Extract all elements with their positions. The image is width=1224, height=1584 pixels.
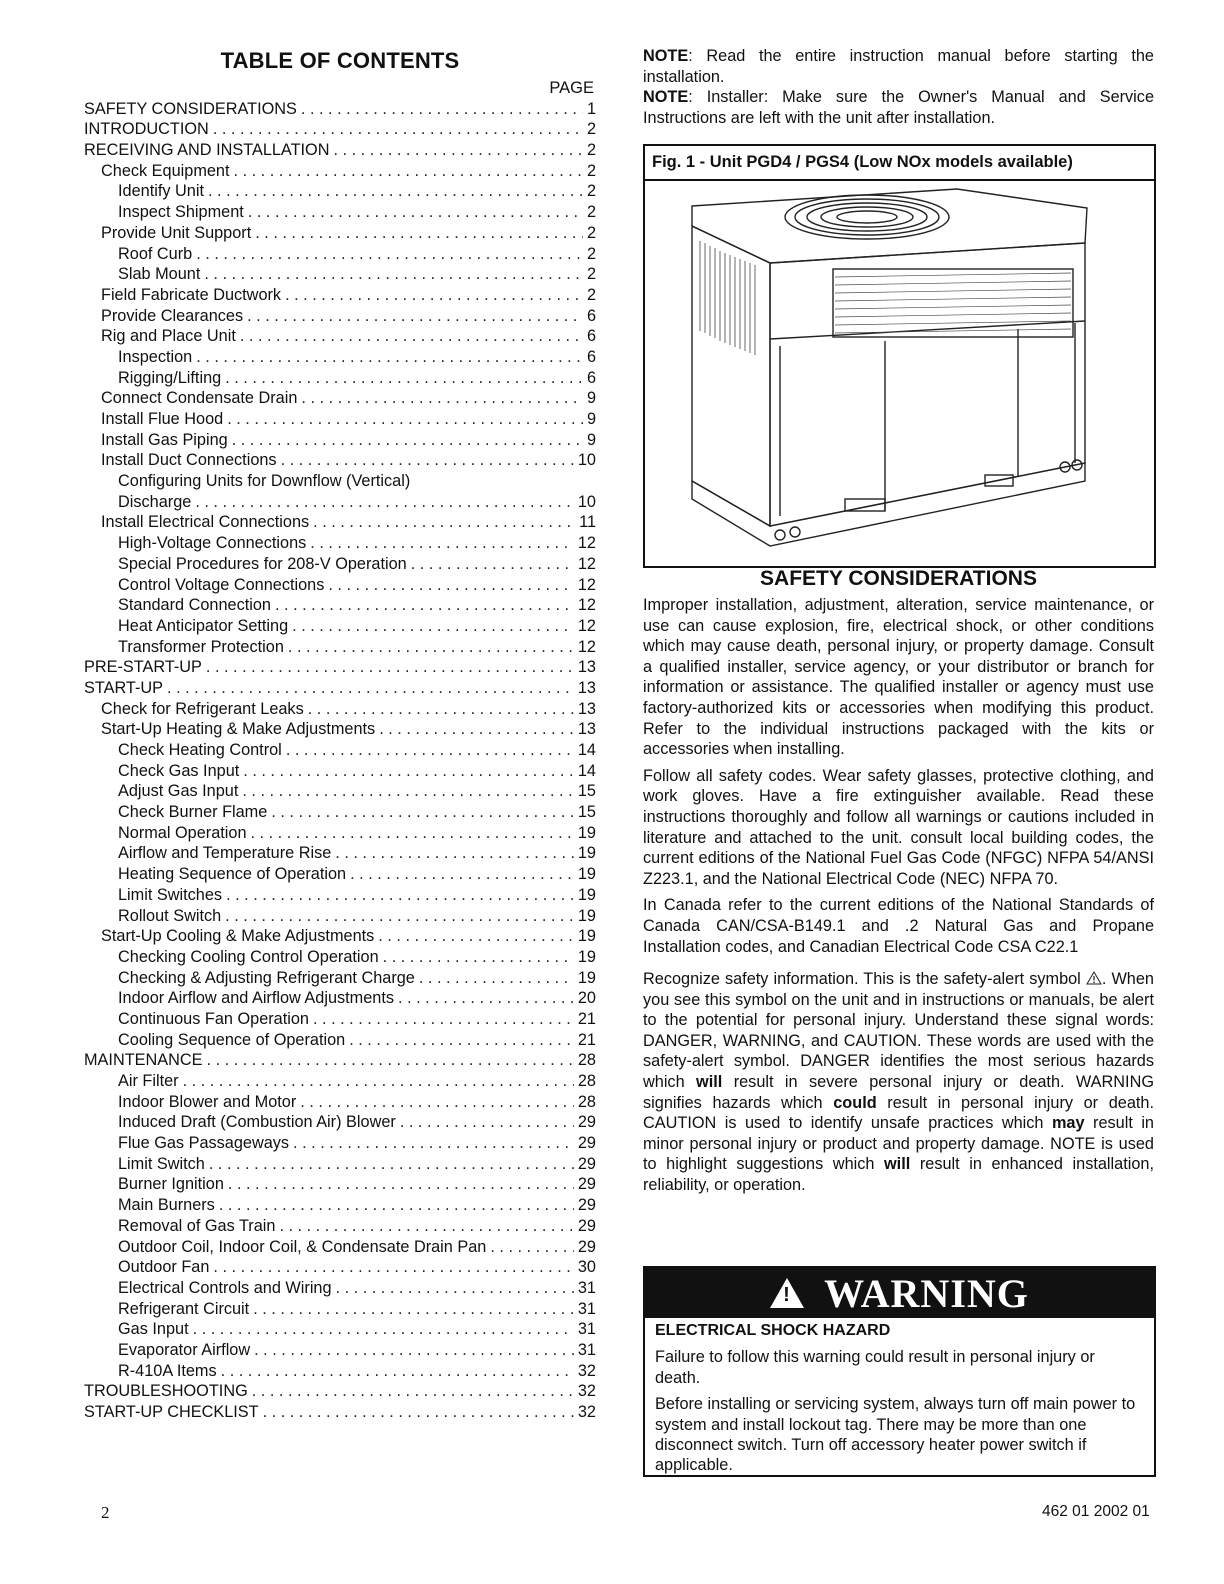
- toc-entry-page: 12: [577, 596, 596, 615]
- toc-leader-dots: [349, 1030, 574, 1051]
- toc-page-header: PAGE: [549, 79, 594, 97]
- toc-entry-page: 6: [586, 306, 596, 325]
- toc-leader-dots: [379, 719, 574, 740]
- toc-entry-page: 31: [577, 1320, 596, 1339]
- toc-leader-dots: [383, 947, 574, 968]
- toc-entry-page: 19: [577, 906, 596, 925]
- toc-entry-label: Check Gas Input: [118, 761, 240, 780]
- toc-entry-label: Rigging/Lifting: [118, 368, 222, 387]
- toc-leader-dots: [247, 306, 583, 327]
- toc-leader-dots: [285, 285, 583, 306]
- toc-leader-dots: [253, 1299, 574, 1320]
- toc-entry-page: 29: [577, 1134, 596, 1153]
- toc-entry: [84, 926, 596, 947]
- toc-entry: [84, 864, 596, 885]
- toc-entry-page: 32: [577, 1361, 596, 1380]
- toc-leader-dots: [167, 678, 574, 699]
- toc-leader-dots: [227, 409, 583, 430]
- toc-entry: [84, 781, 596, 802]
- toc-leader-dots: [301, 388, 583, 409]
- toc-leader-dots: [251, 823, 574, 844]
- toc-entry-page: 13: [577, 720, 596, 739]
- toc-entry: [84, 678, 596, 699]
- toc-leader-dots: [225, 906, 574, 927]
- toc-entry-label: PRE-START-UP: [84, 658, 202, 677]
- toc-leader-dots: [288, 637, 574, 658]
- toc-entry-page: 9: [586, 430, 596, 449]
- toc-entry-page: 13: [577, 678, 596, 697]
- toc-entry-label: Rollout Switch: [118, 906, 222, 925]
- toc-entry-page: 2: [586, 120, 596, 139]
- toc-entry-page: 28: [577, 1092, 596, 1111]
- toc-leader-dots: [310, 533, 574, 554]
- toc-leader-dots: [308, 699, 574, 720]
- toc-entry-label: Limit Switches: [118, 885, 223, 904]
- toc-entry-label: Check Heating Control: [118, 741, 282, 759]
- toc-leader-dots: [240, 326, 583, 347]
- figure-1: [643, 144, 1156, 568]
- toc-entry-label: Burner Ignition: [118, 1175, 224, 1194]
- toc-entry: [84, 430, 596, 451]
- toc-entry-label: Indoor Blower and Motor: [118, 1092, 297, 1111]
- toc-leader-dots: [333, 140, 582, 161]
- toc-entry-label: Install Flue Hood: [101, 410, 224, 428]
- toc-entry: [84, 1154, 596, 1175]
- warning-text: Failure to follow this warning could result in personal injury or death.: [655, 1348, 1095, 1387]
- toc-entry-page: 15: [577, 782, 596, 801]
- toc-leader-dots: [248, 202, 583, 223]
- toc-entry: [84, 119, 596, 140]
- toc-leader-dots: [301, 99, 583, 120]
- toc-entry-page: 2: [586, 285, 596, 304]
- toc-entry-page: 32: [577, 1382, 596, 1401]
- toc-leader-dots: [196, 347, 583, 368]
- toc-entry-page: 19: [577, 968, 596, 987]
- note-text: : Read the entire instruction manual before starting the installation.: [643, 47, 1154, 86]
- toc-entry-label: Checking & Adjusting Refrigerant Charge: [118, 968, 415, 987]
- toc-leader-dots: [255, 223, 583, 244]
- toc-entry: [84, 533, 596, 554]
- toc-entry: [84, 616, 596, 637]
- toc-entry-page: 19: [577, 844, 596, 863]
- warning-content: [645, 1318, 1154, 1476]
- toc-entry: [84, 843, 596, 864]
- toc-entry-page: 2: [586, 223, 596, 242]
- toc-entry: [84, 1133, 596, 1154]
- toc-leader-dots: [213, 119, 583, 140]
- toc-entry-label: Control Voltage Connections: [118, 575, 325, 594]
- toc-entry: [84, 99, 596, 120]
- toc-entry-label: TROUBLESHOOTING: [84, 1382, 248, 1401]
- toc-entry-page: 11: [579, 513, 596, 532]
- toc-entry-page: 28: [577, 1072, 596, 1090]
- toc-entry-page: 15: [577, 803, 596, 822]
- toc-leader-dots: [254, 1340, 574, 1361]
- toc-entry-page: 12: [577, 616, 596, 635]
- toc-leader-dots: [263, 1402, 574, 1423]
- toc-entry: [84, 1381, 596, 1402]
- toc-list: [84, 99, 596, 1423]
- toc-entry: [84, 368, 596, 389]
- toc-entry-page: 21: [577, 1030, 596, 1049]
- toc-entry-page: 29: [577, 1216, 596, 1235]
- toc-entry: [84, 202, 596, 223]
- toc-leader-dots: [252, 1381, 574, 1402]
- toc-entry: [84, 264, 596, 285]
- figure-caption: Fig. 1 - Unit PGD4 / PGS4 (Low NOx models available): [645, 146, 1154, 181]
- toc-entry-label: Main Burners: [118, 1196, 215, 1215]
- toc-entry: [84, 1361, 596, 1382]
- toc-entry-label: Rig and Place Unit: [101, 327, 236, 346]
- toc-entry-label: Outdoor Coil, Indoor Coil, & Condensate Drain Pan: [118, 1237, 487, 1256]
- toc-entry: [84, 885, 596, 906]
- toc-entry: [84, 492, 596, 513]
- toc-entry: [84, 968, 596, 989]
- toc-leader-dots: [183, 1071, 574, 1092]
- toc-entry-page: 29: [577, 1154, 596, 1173]
- toc-entry-page: 19: [577, 947, 596, 966]
- toc-leader-dots: [226, 885, 574, 906]
- toc-entry-page: 6: [586, 327, 596, 346]
- toc-entry-label: Removal of Gas Train: [118, 1216, 276, 1235]
- toc-entry-label: Inspection: [118, 347, 193, 366]
- note-read-manual: [643, 46, 1154, 87]
- toc-entry-label: Evaporator Airflow: [118, 1340, 251, 1359]
- toc-entry-page: 31: [577, 1340, 596, 1359]
- toc-leader-dots: [350, 864, 574, 885]
- toc-entry: [84, 1278, 596, 1299]
- toc-leader-dots: [232, 430, 583, 451]
- toc-entry: [84, 306, 596, 327]
- toc-entry-page: 19: [577, 927, 596, 946]
- toc-entry-page: 2: [586, 182, 596, 201]
- toc-entry: [84, 1402, 596, 1423]
- toc-entry-page: 21: [577, 1009, 596, 1028]
- toc-entry: [84, 181, 596, 202]
- toc-entry-label: Check Equipment: [101, 161, 230, 180]
- toc-entry: [84, 285, 596, 306]
- toc-entry-page: 12: [577, 637, 596, 656]
- warning-box: [643, 1266, 1156, 1477]
- toc-entry: [84, 388, 596, 409]
- toc-entry: [84, 409, 596, 430]
- toc-entry-label: Airflow and Temperature Rise: [118, 844, 332, 863]
- toc-entry-page: 9: [586, 410, 596, 428]
- toc-leader-dots: [193, 1319, 574, 1340]
- toc-entry-label: Heat Anticipator Setting: [118, 616, 289, 635]
- table-of-contents: [84, 48, 596, 1423]
- toc-entry-label: Cooling Sequence of Operation: [118, 1030, 346, 1049]
- toc-entry-label: INTRODUCTION: [84, 120, 209, 139]
- safety-paragraph: Follow all safety codes. Wear safety glasses, protective clothing, and work gloves. Have a fire extinguisher available. Read these instructions thoroughly and follow all warnings or cautions included in literature and attached to the unit. consult local building codes, the current editions of the National Fuel Gas Code (NFGC) NFPA 54/ANSI Z223.1, and the National Electrical Code (NEC) NFPA 70.: [643, 766, 1154, 888]
- toc-leader-dots: [204, 264, 583, 285]
- toc-leader-dots: [228, 1174, 574, 1195]
- toc-leader-dots: [242, 781, 574, 802]
- toc-entry: [84, 595, 596, 616]
- toc-entry-label: Install Duct Connections: [101, 451, 277, 470]
- unit-illustration: [645, 181, 1154, 566]
- toc-entry: [84, 1195, 596, 1216]
- toc-entry-page: 19: [577, 885, 596, 904]
- toc-entry-label: Limit Switch: [118, 1154, 205, 1173]
- toc-entry: [84, 1319, 596, 1340]
- toc-entry-label: Install Electrical Connections: [101, 513, 310, 532]
- toc-entry: [84, 802, 596, 823]
- safety-paragraph-signal-words: Recognize safety information. This is the safety-alert symbol . When you see this symbol on the unit and in instructions or manuals, be alert to the potential for personal injury. Understand these signal words: DANGER, WARNING, and CAUTION. These words are used with the safety-alert symbol. DANGER identifies the most serious hazards which will result in severe personal injury or death. WARNING signifies hazards which could result in personal injury or death. CAUTION is used to identify unsafe practices which may result in minor personal injury or product and property damage. NOTE is used to highlight suggestions which will result in enhanced installation, reliability, or operation.: [643, 970, 1155, 1195]
- toc-entry-page: 19: [577, 865, 596, 884]
- toc-leader-dots: [207, 1050, 574, 1071]
- toc-leader-dots: [313, 512, 575, 533]
- toc-entry: [84, 1340, 596, 1361]
- toc-entry-label: Start-Up Heating & Make Adjustments: [101, 720, 376, 739]
- toc-entry: [84, 1257, 596, 1278]
- toc-entry-label: START-UP: [84, 678, 164, 697]
- toc-entry-label: Adjust Gas Input: [118, 782, 239, 801]
- toc-leader-dots: [195, 492, 574, 513]
- toc-entry: [84, 512, 596, 533]
- toc-leader-dots: [221, 1361, 574, 1382]
- warning-symbol: !: [783, 1284, 790, 1306]
- toc-entry: [84, 471, 596, 492]
- toc-entry-page: 14: [577, 741, 596, 759]
- toc-entry-label: SAFETY CONSIDERATIONS: [84, 99, 297, 118]
- toc-leader-dots: [490, 1237, 574, 1258]
- toc-entry: [84, 1112, 596, 1133]
- toc-entry-label: Provide Clearances: [101, 306, 244, 325]
- toc-leader-dots: [378, 926, 574, 947]
- toc-entry: [84, 823, 596, 844]
- toc-entry-page: 12: [577, 554, 596, 573]
- toc-leader-dots: [293, 1133, 574, 1154]
- toc-entry-label: Install Gas Piping: [101, 430, 228, 449]
- toc-leader-dots: [225, 368, 583, 389]
- toc-entry-page: 2: [586, 203, 596, 222]
- notes-section: [643, 46, 1154, 128]
- toc-entry-page: 29: [577, 1237, 596, 1256]
- toc-entry: [84, 1030, 596, 1051]
- toc-entry: [84, 657, 596, 678]
- toc-leader-dots: [219, 1195, 574, 1216]
- toc-entry-label: Checking Cooling Control Operation: [118, 947, 379, 966]
- toc-entry-page: 14: [577, 761, 596, 780]
- toc-entry-page: 29: [577, 1175, 596, 1194]
- toc-leader-dots: [400, 1112, 574, 1133]
- toc-leader-dots: [411, 554, 574, 575]
- toc-entry-label: Check Burner Flame: [118, 803, 268, 822]
- note-text: : Installer: Make sure the Owner's Manual and Service Instructions are left with the unit after installation.: [643, 88, 1154, 127]
- toc-entry: [84, 719, 596, 740]
- toc-entry: [84, 554, 596, 575]
- toc-entry-label: Slab Mount: [118, 265, 201, 284]
- safety-paragraph: In Canada refer to the current editions of the National Standards of Canada CAN/CSA-B149.1 and .2 Natural Gas and Propane Installation codes, and Canadian Electrical Code CSA C22.1: [643, 896, 1154, 956]
- toc-entry-label: Start-Up Cooling & Make Adjustments: [101, 927, 375, 946]
- toc-leader-dots: [335, 843, 574, 864]
- toc-entry: [84, 906, 596, 927]
- toc-entry-page: 6: [586, 368, 596, 387]
- toc-entry-label: Check for Refrigerant Leaks: [101, 699, 304, 718]
- toc-entry: [84, 161, 596, 182]
- toc-entry-label: Normal Operation: [118, 823, 247, 842]
- note-lead: NOTE: [643, 88, 689, 107]
- toc-entry: [84, 1071, 596, 1092]
- toc-entry-label: Refrigerant Circuit: [118, 1299, 250, 1318]
- toc-entry-label: Field Fabricate Ductwork: [101, 285, 282, 304]
- toc-leader-dots: [279, 1216, 573, 1237]
- toc-entry-page: 31: [577, 1299, 596, 1318]
- safety-body: [643, 595, 1154, 1202]
- toc-entry-label: Inspect Shipment: [118, 203, 244, 222]
- toc-entry-page: 20: [577, 989, 596, 1008]
- toc-entry: [84, 637, 596, 658]
- toc-entry: [84, 947, 596, 968]
- toc-leader-dots: [286, 740, 574, 761]
- toc-entry-label: START-UP CHECKLIST: [84, 1403, 259, 1421]
- toc-entry: [84, 1237, 596, 1258]
- toc-entry-page: 13: [577, 699, 596, 718]
- toc-leader-dots: [213, 1257, 573, 1278]
- toc-entry-page: 12: [577, 575, 596, 594]
- warning-hazard: ELECTRICAL SHOCK HAZARD: [655, 1322, 891, 1339]
- toc-entry-page: 29: [577, 1113, 596, 1132]
- toc-leader-dots: [243, 761, 574, 782]
- toc-title: TABLE OF CONTENTS: [220, 48, 460, 73]
- toc-entry-label: High-Voltage Connections: [118, 534, 307, 553]
- toc-leader-dots: [209, 1154, 574, 1175]
- warning-triangle-icon: [770, 1278, 804, 1308]
- toc-entry: [84, 1174, 596, 1195]
- toc-entry: [84, 1009, 596, 1030]
- toc-entry-label: Induced Draft (Combustion Air) Blower: [118, 1113, 396, 1132]
- toc-leader-dots: [206, 657, 574, 678]
- toc-entry-page: 28: [577, 1051, 596, 1070]
- toc-entry-label: Heating Sequence of Operation: [118, 865, 347, 884]
- toc-entry-page: 10: [577, 451, 596, 470]
- toc-entry-label: Electrical Controls and Wiring: [118, 1278, 332, 1297]
- toc-entry-label: Roof Curb: [118, 244, 193, 263]
- toc-entry: [84, 1092, 596, 1113]
- toc-entry-label: Configuring Units for Downflow (Vertical): [118, 472, 411, 491]
- toc-entry-label: Standard Connection: [118, 596, 271, 615]
- safety-alert-icon: [1086, 971, 1102, 985]
- toc-entry-label: MAINTENANCE: [84, 1051, 203, 1070]
- toc-leader-dots: [196, 244, 583, 265]
- warning-text: Before installing or servicing system, always turn off main power to system and install lockout tag. There may be more than one disconnect switch. Turn off accessory heater power switch if applicable.: [655, 1395, 1136, 1475]
- toc-entry-page: 2: [586, 161, 596, 180]
- toc-entry-label: Connect Condensate Drain: [101, 389, 298, 408]
- toc-entry-label: Identify Unit: [118, 182, 204, 201]
- safety-title: SAFETY CONSIDERATIONS: [760, 567, 1037, 590]
- toc-entry-label: Air Filter: [118, 1072, 179, 1090]
- note-lead: NOTE: [643, 47, 689, 65]
- toc-entry-page: 19: [577, 823, 596, 842]
- toc-leader-dots: [328, 575, 574, 596]
- safety-paragraph: Improper installation, adjustment, alteration, service maintenance, or use can cause explosion, fire, electrical shock, or other conditions which may cause death, personal injury, or property damage. Consult a qualified installer, service agency, or your distributor or branch for information or assistance. The qualified installer or agency must use factory-authorized kits or accessories when modifying this product. Refer to the individual instructions packaged with the kits or accessories when installing.: [643, 596, 1154, 759]
- toc-entry-page: 1: [586, 99, 596, 118]
- toc-entry-label: Transformer Protection: [118, 637, 284, 656]
- warning-banner: [645, 1268, 1154, 1318]
- toc-entry-label: Discharge: [118, 492, 192, 511]
- toc-entry: [84, 140, 596, 161]
- toc-entry-label: Special Procedures for 208-V Operation: [118, 554, 407, 573]
- toc-entry-page: 2: [586, 244, 596, 263]
- toc-entry-page: 32: [577, 1403, 596, 1421]
- toc-entry-label: Flue Gas Passageways: [118, 1134, 290, 1153]
- toc-entry: [84, 761, 596, 782]
- toc-entry-label: Outdoor Fan: [118, 1258, 210, 1277]
- toc-leader-dots: [271, 802, 574, 823]
- toc-leader-dots: [281, 450, 574, 471]
- toc-entry-page: 31: [577, 1278, 596, 1297]
- toc-leader-dots: [419, 968, 574, 989]
- toc-entry-label: RECEIVING AND INSTALLATION: [84, 141, 330, 160]
- toc-entry: [84, 223, 596, 244]
- toc-entry-page: 29: [577, 1196, 596, 1215]
- page-number: 2: [101, 1503, 110, 1522]
- toc-entry: [84, 1050, 596, 1071]
- toc-entry-label: Gas Input: [118, 1320, 189, 1339]
- toc-entry: [84, 1216, 596, 1237]
- toc-entry-label: Indoor Airflow and Airflow Adjustments: [118, 989, 395, 1008]
- toc-entry-label: R-410A Items: [118, 1361, 217, 1380]
- toc-entry-page: 9: [586, 389, 596, 408]
- toc-entry-page: 2: [586, 141, 596, 160]
- toc-entry: [84, 347, 596, 368]
- toc-entry: [84, 1299, 596, 1320]
- toc-entry: [84, 244, 596, 265]
- toc-entry-page: 12: [577, 534, 596, 553]
- toc-entry-page: 6: [586, 347, 596, 366]
- toc-entry: [84, 740, 596, 761]
- toc-entry-page: 2: [586, 265, 596, 284]
- toc-leader-dots: [234, 161, 583, 182]
- toc-entry: [84, 988, 596, 1009]
- toc-leader-dots: [275, 595, 574, 616]
- warning-word: WARNING: [824, 1270, 1029, 1316]
- toc-leader-dots: [336, 1278, 574, 1299]
- toc-entry: [84, 450, 596, 471]
- toc-leader-dots: [313, 1009, 574, 1030]
- toc-entry-page: 10: [577, 492, 596, 511]
- toc-entry-page: 13: [577, 658, 596, 677]
- toc-entry-page: 30: [577, 1258, 596, 1277]
- document-number: 462 01 2002 01: [1042, 1503, 1150, 1520]
- toc-entry-label: Continuous Fan Operation: [118, 1009, 309, 1028]
- note-installer: [643, 87, 1154, 128]
- toc-entry: [84, 326, 596, 347]
- toc-entry-label: Provide Unit Support: [101, 223, 252, 242]
- toc-entry: [84, 575, 596, 596]
- toc-leader-dots: [208, 181, 583, 202]
- toc-leader-dots: [292, 616, 574, 637]
- toc-entry: [84, 699, 596, 720]
- toc-leader-dots: [300, 1092, 574, 1113]
- toc-leader-dots: [398, 988, 574, 1009]
